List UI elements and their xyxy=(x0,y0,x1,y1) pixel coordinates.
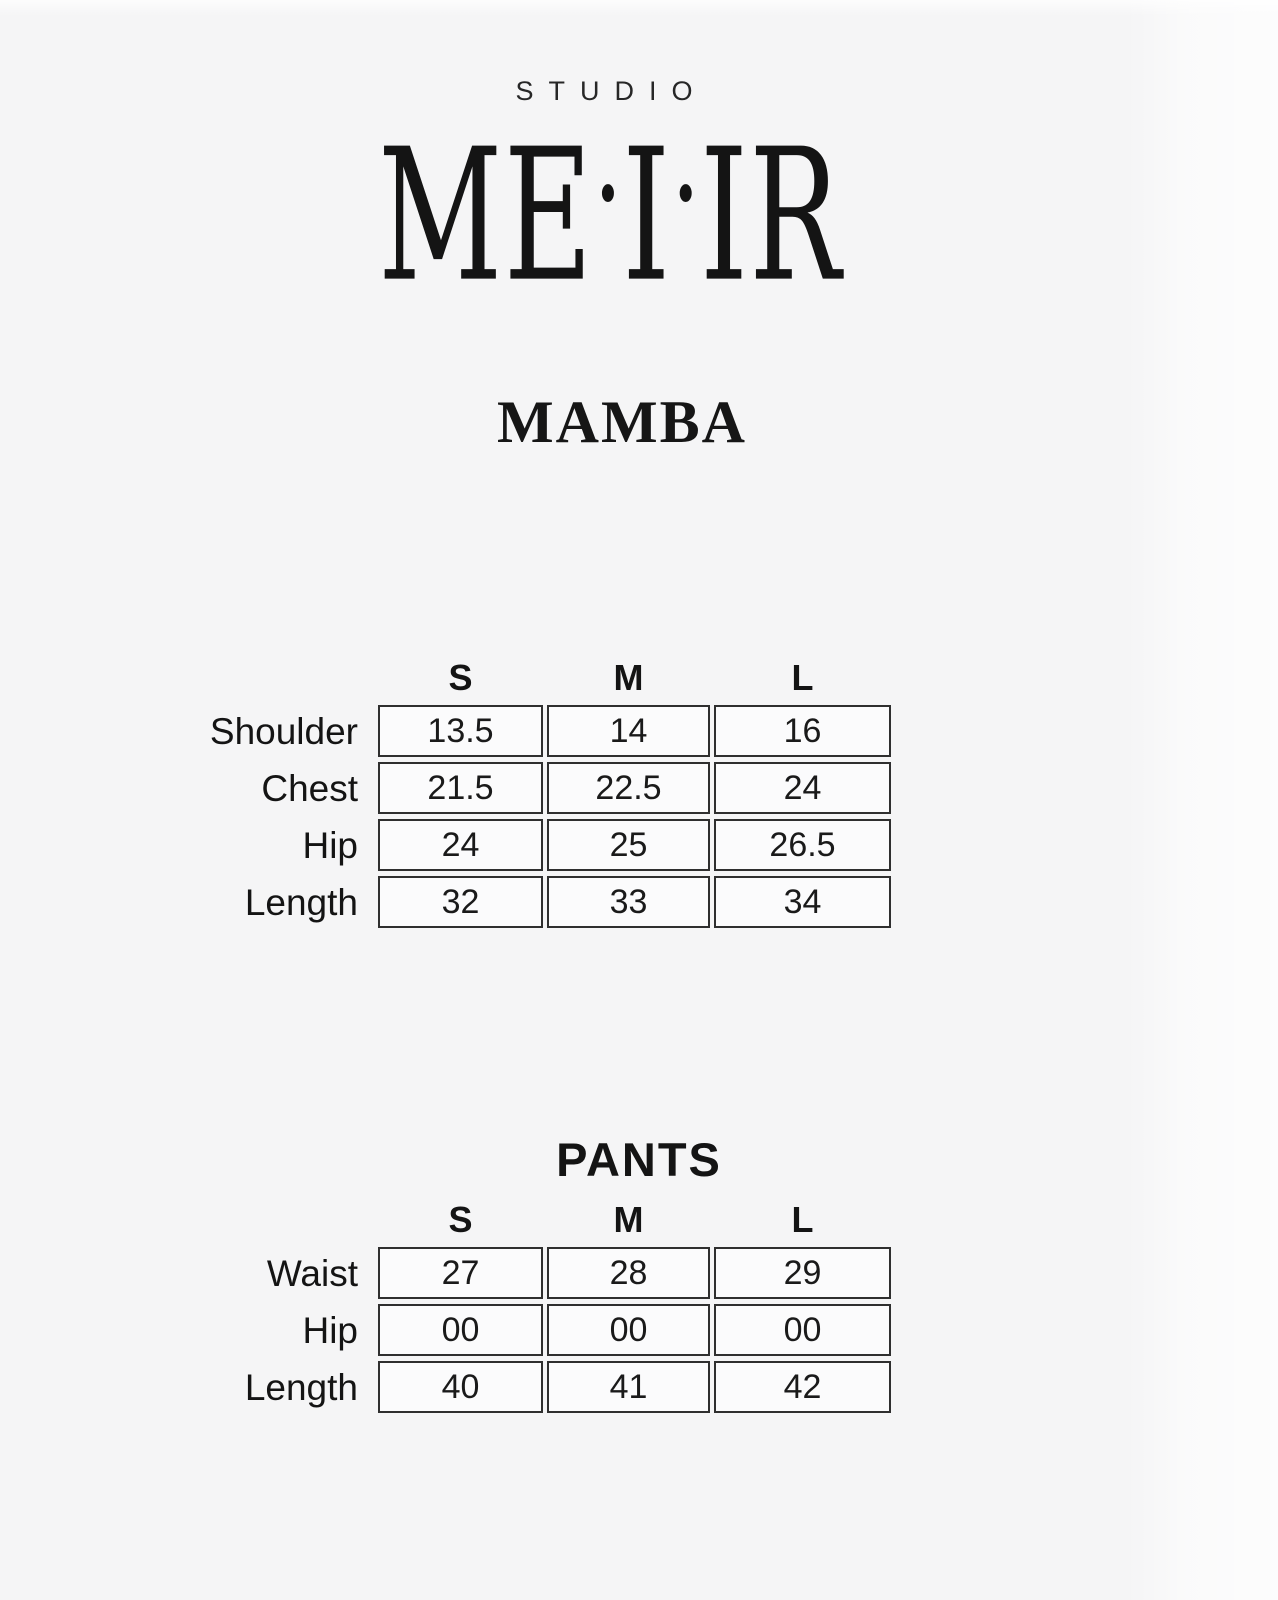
size-cell-length-s: 32 xyxy=(378,876,543,928)
size-cell-shoulder-l: 16 xyxy=(714,705,891,757)
size-column-header-s: S xyxy=(448,1199,473,1240)
size-cell-hip-m: 00 xyxy=(547,1304,710,1356)
size-cell-length-s: 40 xyxy=(378,1361,543,1413)
row-label-hip: Hip xyxy=(302,824,358,866)
pants-size-chart xyxy=(0,1186,891,1413)
row-label-length: Length xyxy=(244,881,358,923)
row-label-chest: Chest xyxy=(261,767,358,809)
size-column-header-s: S xyxy=(448,657,473,698)
size-cell-hip-l: 00 xyxy=(714,1304,891,1356)
row-label-hip: Hip xyxy=(302,1309,358,1351)
size-cell-hip-s: 00 xyxy=(378,1304,543,1356)
wordmark-letters-mid: I xyxy=(622,109,672,322)
size-cell-hip-l: 26.5 xyxy=(714,819,891,871)
wordmark-dot-icon: • xyxy=(595,160,621,233)
row-label-waist: Waist xyxy=(266,1252,358,1294)
size-cell-waist-m: 28 xyxy=(547,1247,710,1299)
size-cell-chest-m: 22.5 xyxy=(547,762,710,814)
size-column-header-m: M xyxy=(613,1199,644,1240)
brand-studio-text: STUDIO xyxy=(515,76,708,106)
size-cell-chest-l: 24 xyxy=(714,762,891,814)
size-cell-waist-l: 29 xyxy=(714,1247,891,1299)
size-cell-length-m: 41 xyxy=(547,1361,710,1413)
top-size-chart xyxy=(0,644,891,928)
row-label-shoulder: Shoulder xyxy=(209,710,358,752)
size-cell-hip-s: 24 xyxy=(378,819,543,871)
pants-section-title: PANTS xyxy=(556,1133,722,1186)
column-header-spacer xyxy=(0,1186,374,1242)
size-cell-length-l: 34 xyxy=(714,876,891,928)
size-cell-shoulder-m: 14 xyxy=(547,705,710,757)
product-title: MAMBA xyxy=(497,389,747,455)
size-cell-length-m: 33 xyxy=(547,876,710,928)
brand-wordmark xyxy=(122,109,1098,322)
size-cell-waist-s: 27 xyxy=(378,1247,543,1299)
size-column-header-l: L xyxy=(791,1199,814,1240)
size-column-header-l: L xyxy=(791,657,814,698)
size-cell-hip-m: 25 xyxy=(547,819,710,871)
size-cell-length-l: 42 xyxy=(714,1361,891,1413)
wordmark-letters-right: IR xyxy=(699,109,843,322)
size-cell-shoulder-s: 13.5 xyxy=(378,705,543,757)
column-header-spacer xyxy=(0,644,374,700)
wordmark-letters-left: ME xyxy=(377,109,594,322)
wordmark-dot-icon: • xyxy=(673,160,698,233)
size-column-header-m: M xyxy=(613,657,644,698)
size-cell-chest-s: 21.5 xyxy=(378,762,543,814)
row-label-length: Length xyxy=(244,1366,358,1408)
